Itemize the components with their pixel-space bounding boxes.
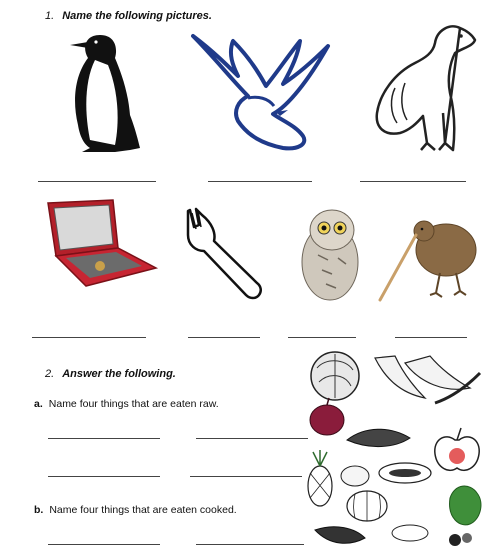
- eagle-icon: [188, 26, 336, 156]
- onion-icon: [310, 398, 344, 435]
- gourd-icon: [347, 429, 410, 446]
- answer-line-4[interactable]: [32, 337, 146, 338]
- part-b: [34, 504, 237, 516]
- pineapple-icon: [308, 450, 332, 506]
- answer-line-2[interactable]: [208, 181, 312, 182]
- pumpkin-icon: [347, 491, 387, 521]
- cooked-answer-line-1[interactable]: [48, 544, 160, 545]
- question-2-heading: [45, 368, 176, 380]
- kiwi-icon: [378, 205, 483, 305]
- question-1-number: 1.: [45, 10, 55, 22]
- question-2-title: Answer the following.: [62, 368, 176, 380]
- potato-icon: [341, 466, 369, 486]
- papaya-icon: [379, 463, 431, 483]
- vulture-icon: [355, 18, 483, 158]
- raw-answer-line-4[interactable]: [190, 476, 302, 477]
- part-a: [34, 398, 219, 410]
- answer-line-6[interactable]: [288, 337, 356, 338]
- answer-line-5[interactable]: [188, 337, 260, 338]
- cooked-answer-line-2[interactable]: [196, 544, 304, 545]
- fork-icon: [180, 205, 270, 305]
- part-a-letter: a.: [34, 398, 43, 410]
- answer-line-3[interactable]: [360, 181, 466, 182]
- question-1-heading: [45, 10, 212, 22]
- laptop-icon: [38, 198, 158, 288]
- pepper-icon: [375, 356, 480, 403]
- raw-answer-line-3[interactable]: [48, 476, 160, 477]
- raw-answer-line-1[interactable]: [48, 438, 160, 439]
- vegetables-and-fruits-illustration: [305, 348, 489, 552]
- raw-answer-line-2[interactable]: [196, 438, 308, 439]
- vegetable-icon: [315, 525, 472, 546]
- answer-line-7[interactable]: [395, 337, 467, 338]
- penguin-icon: [60, 30, 155, 155]
- question-2-number: 2.: [45, 368, 55, 380]
- answer-line-1[interactable]: [38, 181, 156, 182]
- part-b-text: Name four things that are eaten cooked.: [49, 504, 237, 516]
- owl-icon: [288, 200, 370, 305]
- lettuce-icon: [450, 486, 481, 525]
- part-b-letter: b.: [34, 504, 44, 516]
- part-a-text: Name four things that are eaten raw.: [48, 398, 219, 410]
- cabbage-icon: [311, 352, 359, 400]
- apple-icon: [435, 428, 479, 470]
- question-1-title: Name the following pictures.: [62, 10, 212, 22]
